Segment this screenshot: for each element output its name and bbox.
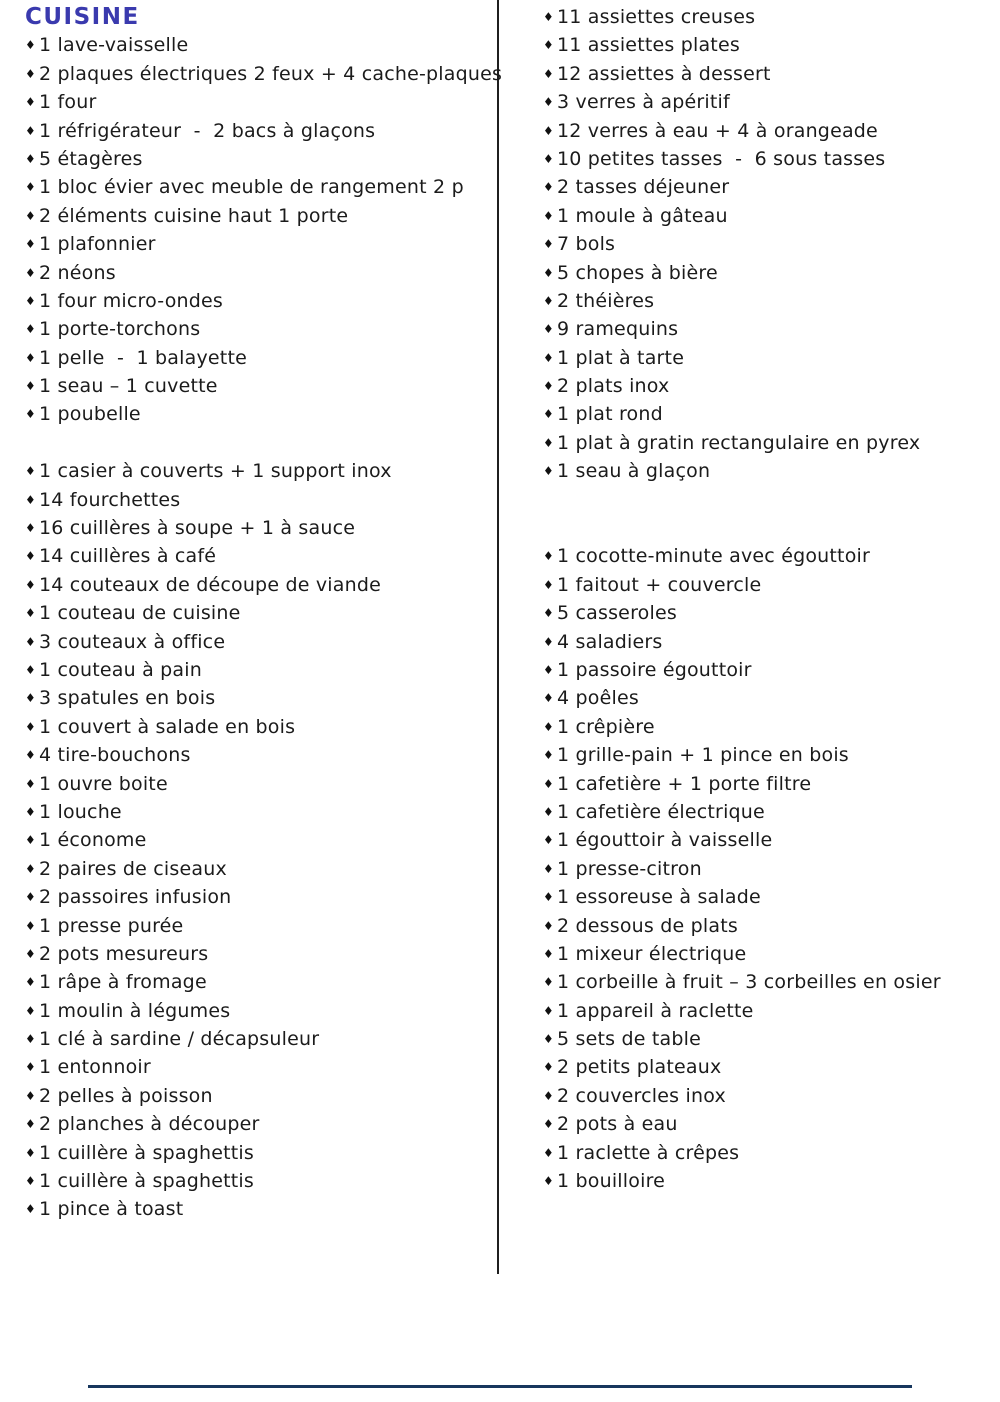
list-item — [543, 855, 993, 883]
list-item — [543, 202, 993, 230]
item-label: 1 crêpière — [556, 715, 655, 738]
list-item — [543, 798, 993, 826]
diamond-bullet-icon: ♦ — [543, 1032, 554, 1047]
list-item — [543, 88, 993, 116]
item-label: 5 étagères — [38, 147, 143, 170]
list-item — [543, 514, 993, 542]
item-label: 1 faitout + couvercle — [556, 573, 762, 596]
list-item — [25, 1025, 495, 1053]
list-item — [543, 429, 993, 457]
item-label: 1 seau – 1 cuvette — [38, 375, 218, 398]
list-item — [25, 940, 495, 968]
diamond-bullet-icon: ♦ — [543, 66, 554, 81]
item-label: 1 cuillère à spaghettis — [38, 1141, 254, 1164]
list-item — [543, 1110, 993, 1138]
item-label: 14 fourchettes — [38, 488, 181, 511]
list-item — [543, 1082, 993, 1110]
item-label: 12 verres à eau + 4 à orangeade — [556, 119, 878, 142]
diamond-bullet-icon: ♦ — [543, 918, 554, 933]
item-label: 1 moule à gâteau — [556, 204, 728, 227]
diamond-bullet-icon: ♦ — [25, 1117, 36, 1132]
right-column — [543, 3, 993, 1195]
list-item — [25, 173, 495, 201]
diamond-bullet-icon: ♦ — [25, 861, 36, 876]
list-item — [543, 1167, 993, 1195]
list-item — [25, 855, 495, 883]
item-label: 1 appareil à raclette — [556, 999, 754, 1022]
list-item — [25, 315, 495, 343]
item-label: 1 porte-torchons — [38, 318, 201, 341]
item-label: 11 assiettes creuses — [556, 6, 756, 28]
list-item — [543, 60, 993, 88]
list-item — [25, 31, 495, 59]
item-label: 10 petites tasses - 6 sous tasses — [556, 147, 886, 170]
diamond-bullet-icon: ♦ — [543, 208, 554, 223]
diamond-bullet-icon: ♦ — [543, 435, 554, 450]
diamond-bullet-icon: ♦ — [543, 776, 554, 791]
diamond-bullet-icon: ♦ — [25, 464, 36, 479]
list-item — [25, 912, 495, 940]
diamond-bullet-icon: ♦ — [25, 577, 36, 592]
list-item — [25, 230, 495, 258]
item-label: 1 couteau de cuisine — [38, 602, 241, 625]
list-item — [543, 684, 993, 712]
diamond-bullet-icon: ♦ — [25, 833, 36, 848]
list-item — [25, 997, 495, 1025]
right-item-list — [543, 3, 993, 1195]
list-item — [25, 684, 495, 712]
diamond-bullet-icon: ♦ — [25, 748, 36, 763]
list-item — [543, 968, 993, 996]
list-item — [543, 315, 993, 343]
item-label: 3 spatules en bois — [38, 687, 216, 710]
diamond-bullet-icon: ♦ — [543, 151, 554, 166]
list-item — [25, 770, 495, 798]
item-label: 1 cuillère à spaghettis — [38, 1170, 254, 1193]
list-item — [25, 457, 495, 485]
list-item — [25, 287, 495, 315]
list-item — [25, 713, 495, 741]
diamond-bullet-icon: ♦ — [25, 95, 36, 110]
diamond-bullet-icon: ♦ — [543, 833, 554, 848]
diamond-bullet-icon: ♦ — [543, 350, 554, 365]
list-item — [25, 486, 495, 514]
list-item — [543, 287, 993, 315]
list-item — [25, 372, 495, 400]
diamond-bullet-icon: ♦ — [543, 1145, 554, 1160]
diamond-bullet-icon: ♦ — [25, 293, 36, 308]
item-label: 1 lave-vaisselle — [38, 34, 189, 57]
list-item — [543, 770, 993, 798]
list-item — [25, 1167, 495, 1195]
list-item — [543, 628, 993, 656]
item-label: 2 tasses déjeuner — [556, 176, 730, 199]
item-label: 1 cafetière + 1 porte filtre — [556, 772, 812, 795]
diamond-bullet-icon: ♦ — [543, 379, 554, 394]
list-item — [543, 713, 993, 741]
footer-rule-line — [88, 1385, 912, 1388]
list-item — [25, 741, 495, 769]
item-label: 1 louche — [38, 800, 122, 823]
list-item — [543, 145, 993, 173]
page-title: CUISINE — [25, 4, 140, 30]
diamond-bullet-icon: ♦ — [25, 379, 36, 394]
item-label: 1 ouvre boite — [38, 772, 168, 795]
diamond-bullet-icon: ♦ — [25, 1145, 36, 1160]
diamond-bullet-icon: ♦ — [543, 123, 554, 138]
item-label: 2 éléments cuisine haut 1 porte — [38, 204, 349, 227]
item-label: 1 four micro-ondes — [38, 289, 224, 312]
item-label: 5 chopes à bière — [556, 261, 718, 284]
diamond-bullet-icon: ♦ — [543, 293, 554, 308]
diamond-bullet-icon: ♦ — [543, 1117, 554, 1132]
list-item — [25, 798, 495, 826]
item-label: 1 clé à sardine / décapsuleur — [38, 1028, 320, 1051]
list-item — [543, 912, 993, 940]
diamond-bullet-icon: ♦ — [25, 804, 36, 819]
diamond-bullet-icon: ♦ — [543, 10, 554, 24]
item-label: 1 bouilloire — [556, 1170, 666, 1193]
list-item — [25, 1053, 495, 1081]
diamond-bullet-icon: ♦ — [25, 975, 36, 990]
diamond-bullet-icon: ♦ — [25, 350, 36, 365]
list-item — [25, 259, 495, 287]
list-item — [543, 486, 993, 514]
diamond-bullet-icon: ♦ — [25, 237, 36, 252]
list-item — [25, 117, 495, 145]
item-label: 1 plafonnier — [38, 233, 156, 256]
item-label: 2 théières — [556, 289, 655, 312]
list-item — [543, 940, 993, 968]
diamond-bullet-icon: ♦ — [543, 946, 554, 961]
item-label: 2 plaques électriques 2 feux + 4 cache-plaques — [38, 62, 503, 85]
diamond-bullet-icon: ♦ — [543, 719, 554, 734]
diamond-bullet-icon: ♦ — [25, 1202, 36, 1217]
diamond-bullet-icon: ♦ — [25, 634, 36, 649]
item-label: 14 couteaux de découpe de viande — [38, 573, 381, 596]
list-item — [543, 3, 993, 31]
diamond-bullet-icon: ♦ — [543, 407, 554, 422]
item-label: 5 casseroles — [556, 602, 677, 625]
item-label: 1 pelle - 1 balayette — [38, 346, 247, 369]
diamond-bullet-icon: ♦ — [25, 719, 36, 734]
list-item — [543, 599, 993, 627]
diamond-bullet-icon: ♦ — [543, 748, 554, 763]
diamond-bullet-icon: ♦ — [25, 918, 36, 933]
list-item — [543, 117, 993, 145]
diamond-bullet-icon: ♦ — [25, 890, 36, 905]
item-label: 1 casier à couverts + 1 support inox — [38, 460, 392, 483]
list-item — [543, 173, 993, 201]
item-label: 16 cuillères à soupe + 1 à sauce — [38, 517, 356, 540]
list-item — [543, 741, 993, 769]
item-label: 4 tire-bouchons — [38, 744, 191, 767]
item-label: 2 néons — [38, 261, 116, 284]
diamond-bullet-icon: ♦ — [543, 861, 554, 876]
diamond-bullet-icon: ♦ — [543, 1003, 554, 1018]
item-label: 2 plats inox — [556, 375, 670, 398]
item-label: 1 cocotte-minute avec égouttoir — [556, 545, 871, 568]
item-label: 1 entonnoir — [38, 1056, 151, 1079]
diamond-bullet-icon: ♦ — [25, 1088, 36, 1103]
item-label: 2 passoires infusion — [38, 886, 232, 909]
list-item — [25, 883, 495, 911]
list-item — [543, 542, 993, 570]
list-item — [543, 883, 993, 911]
list-item — [543, 571, 993, 599]
diamond-bullet-icon: ♦ — [25, 1032, 36, 1047]
item-label: 9 ramequins — [556, 318, 679, 341]
list-item — [25, 202, 495, 230]
item-label: 1 corbeille à fruit – 3 corbeilles en osier — [556, 971, 941, 994]
item-label: 4 poêles — [556, 687, 639, 710]
list-item — [25, 88, 495, 116]
diamond-bullet-icon: ♦ — [25, 776, 36, 791]
diamond-bullet-icon: ♦ — [543, 180, 554, 195]
item-label: 1 couvert à salade en bois — [38, 715, 296, 738]
list-item — [543, 400, 993, 428]
item-label: 3 verres à apéritif — [556, 91, 730, 114]
item-label: 4 saladiers — [556, 630, 663, 653]
diamond-bullet-icon: ♦ — [25, 946, 36, 961]
diamond-bullet-icon: ♦ — [25, 322, 36, 337]
diamond-bullet-icon: ♦ — [543, 549, 554, 564]
item-label: 1 égouttoir à vaisselle — [556, 829, 773, 852]
item-label: 7 bols — [556, 233, 616, 256]
list-item — [543, 230, 993, 258]
list-item — [543, 1053, 993, 1081]
list-item — [25, 400, 495, 428]
list-item — [543, 344, 993, 372]
list-item — [25, 145, 495, 173]
diamond-bullet-icon: ♦ — [543, 662, 554, 677]
list-item — [25, 656, 495, 684]
diamond-bullet-icon: ♦ — [543, 890, 554, 905]
diamond-bullet-icon: ♦ — [25, 208, 36, 223]
item-label: 1 presse purée — [38, 914, 184, 937]
item-label: 1 seau à glaçon — [556, 460, 711, 483]
diamond-bullet-icon: ♦ — [25, 265, 36, 280]
diamond-bullet-icon: ♦ — [543, 691, 554, 706]
item-label: 1 presse-citron — [556, 857, 702, 880]
diamond-bullet-icon: ♦ — [25, 492, 36, 507]
item-label: 1 moulin à légumes — [38, 999, 231, 1022]
list-item — [543, 656, 993, 684]
list-item — [543, 826, 993, 854]
diamond-bullet-icon: ♦ — [25, 1003, 36, 1018]
item-label: 11 assiettes plates — [556, 34, 740, 57]
item-label: 1 four — [38, 91, 97, 114]
list-item — [543, 259, 993, 287]
diamond-bullet-icon: ♦ — [25, 521, 36, 536]
item-label: 2 planches à découper — [38, 1113, 260, 1136]
item-label: 1 poubelle — [38, 403, 141, 426]
item-label: 2 pots à eau — [556, 1113, 678, 1136]
item-label: 2 pelles à poisson — [38, 1084, 213, 1107]
diamond-bullet-icon: ♦ — [25, 407, 36, 422]
list-item — [25, 571, 495, 599]
diamond-bullet-icon: ♦ — [543, 322, 554, 337]
item-label: 14 cuillères à café — [38, 545, 217, 568]
list-item — [543, 31, 993, 59]
item-label: 5 sets de table — [556, 1028, 701, 1051]
list-item — [25, 826, 495, 854]
diamond-bullet-icon: ♦ — [25, 662, 36, 677]
item-label: 1 râpe à fromage — [38, 971, 207, 994]
list-item — [25, 514, 495, 542]
diamond-bullet-icon: ♦ — [25, 1174, 36, 1189]
item-label: 2 petits plateaux — [556, 1056, 722, 1079]
left-item-list — [25, 31, 503, 1223]
diamond-bullet-icon: ♦ — [25, 66, 36, 81]
item-label: 1 plat à tarte — [556, 346, 685, 369]
diamond-bullet-icon: ♦ — [543, 38, 554, 53]
diamond-bullet-icon: ♦ — [543, 265, 554, 280]
item-label: 1 cafetière électrique — [556, 800, 765, 823]
list-item — [543, 1025, 993, 1053]
item-label: 3 couteaux à office — [38, 630, 226, 653]
diamond-bullet-icon: ♦ — [25, 180, 36, 195]
list-item — [543, 372, 993, 400]
diamond-bullet-icon: ♦ — [543, 577, 554, 592]
list-item — [25, 968, 495, 996]
diamond-bullet-icon: ♦ — [25, 606, 36, 621]
diamond-bullet-icon: ♦ — [25, 123, 36, 138]
list-item — [25, 542, 495, 570]
diamond-bullet-icon: ♦ — [543, 634, 554, 649]
list-item — [25, 628, 495, 656]
diamond-bullet-icon: ♦ — [543, 1088, 554, 1103]
list-item — [25, 429, 495, 457]
item-label: 1 grille-pain + 1 pince en bois — [556, 744, 849, 767]
item-label: 1 mixeur électrique — [556, 942, 747, 965]
diamond-bullet-icon: ♦ — [543, 1060, 554, 1075]
list-item — [543, 1139, 993, 1167]
diamond-bullet-icon: ♦ — [543, 606, 554, 621]
list-item — [25, 1139, 495, 1167]
list-item — [25, 60, 503, 88]
diamond-bullet-icon: ♦ — [543, 464, 554, 479]
diamond-bullet-icon: ♦ — [543, 804, 554, 819]
diamond-bullet-icon: ♦ — [25, 38, 36, 53]
list-item — [543, 997, 993, 1025]
diamond-bullet-icon: ♦ — [25, 1060, 36, 1075]
list-item — [25, 599, 495, 627]
list-item — [25, 1110, 495, 1138]
diamond-bullet-icon: ♦ — [25, 151, 36, 166]
item-label: 2 couvercles inox — [556, 1084, 726, 1107]
diamond-bullet-icon: ♦ — [543, 95, 554, 110]
diamond-bullet-icon: ♦ — [25, 691, 36, 706]
item-label: 1 pince à toast — [38, 1198, 184, 1221]
item-label: 1 couteau à pain — [38, 658, 202, 681]
item-label: 2 pots mesureurs — [38, 942, 209, 965]
diamond-bullet-icon: ♦ — [543, 975, 554, 990]
item-label: 12 assiettes à dessert — [556, 62, 771, 85]
item-label: 1 plat rond — [556, 403, 663, 426]
diamond-bullet-icon: ♦ — [543, 237, 554, 252]
diamond-bullet-icon: ♦ — [543, 1174, 554, 1189]
item-label: 1 plat à gratin rectangulaire en pyrex — [556, 431, 921, 454]
item-label: 1 raclette à crêpes — [556, 1141, 740, 1164]
item-label: 2 dessous de plats — [556, 914, 738, 937]
diamond-bullet-icon: ♦ — [25, 549, 36, 564]
list-item — [25, 1082, 495, 1110]
list-item — [25, 344, 495, 372]
item-label: 2 paires de ciseaux — [38, 857, 227, 880]
item-label: 1 économe — [38, 829, 147, 852]
list-item — [25, 1195, 495, 1223]
list-item — [543, 457, 993, 485]
item-label: 1 bloc évier avec meuble de rangement 2 p — [38, 176, 464, 199]
item-label: 1 passoire égouttoir — [556, 658, 752, 681]
column-divider-line — [497, 0, 499, 1274]
item-label: 1 essoreuse à salade — [556, 886, 761, 909]
left-column — [25, 3, 503, 1224]
item-label: 1 réfrigérateur - 2 bacs à glaçons — [38, 119, 376, 142]
